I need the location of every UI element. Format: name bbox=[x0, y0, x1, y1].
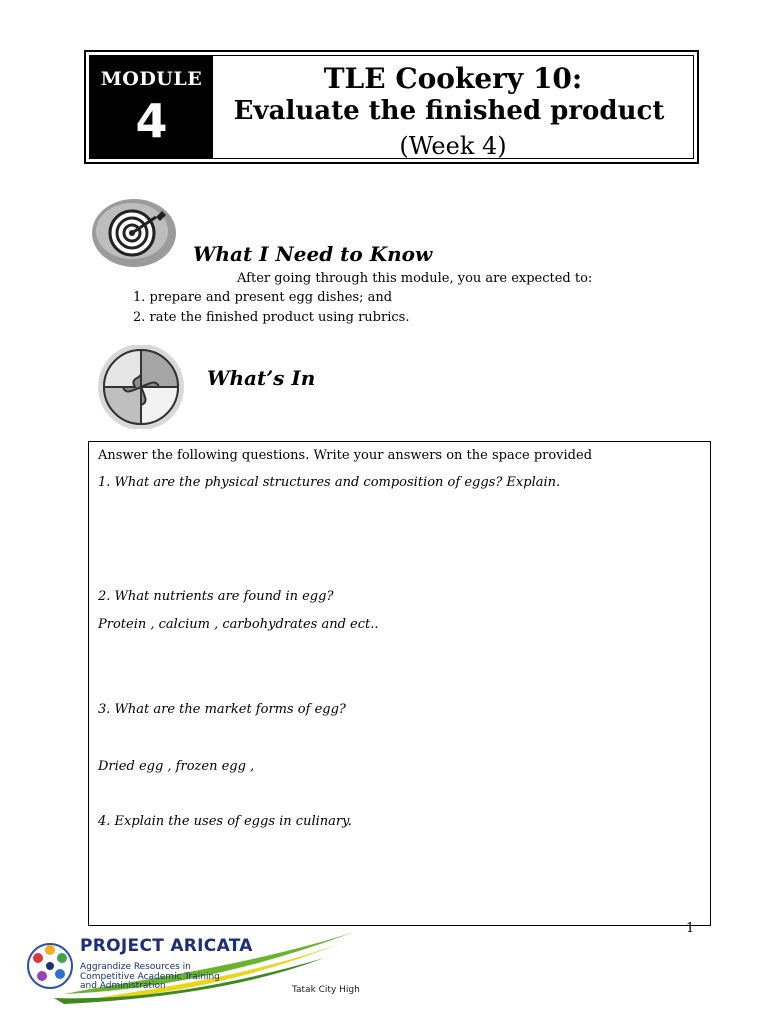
questions-box bbox=[88, 441, 711, 926]
question-2: 2. What nutrients are found in egg? bbox=[98, 589, 334, 604]
whats-in-heading: What’s In bbox=[207, 366, 316, 390]
question-1: 1. What are the physical structures and composition of eggs? Explain. bbox=[98, 475, 561, 490]
list-item: 2. rate the finished product using rubrics. bbox=[133, 310, 410, 325]
answer-2[interactable]: Protein , calcium , carbohydrates and ect.. bbox=[98, 617, 379, 632]
course-title: TLE Cookery 10: bbox=[323, 62, 583, 95]
project-title: PROJECT ARICATA bbox=[80, 936, 253, 956]
questions-instruction: Answer the following questions. Write your answers on the space provided bbox=[98, 448, 593, 463]
module-label: MODULE bbox=[100, 68, 203, 90]
project-logo bbox=[24, 928, 364, 1006]
objectives-list bbox=[133, 290, 409, 330]
project-line-3: and Administration bbox=[80, 981, 166, 991]
project-line-1: Aggrandize Resources in bbox=[80, 962, 191, 972]
page-number: 1 bbox=[686, 921, 695, 936]
project-line-2: Competitive Academic Training bbox=[80, 972, 220, 982]
target-icon bbox=[92, 197, 180, 269]
school-name: Tatak City High bbox=[292, 985, 360, 995]
question-3: 3. What are the market forms of egg? bbox=[98, 702, 346, 717]
what-i-need-heading: What I Need to Know bbox=[193, 242, 433, 266]
puzzle-icon bbox=[97, 345, 185, 429]
lesson-title: Evaluate the finished product bbox=[233, 96, 665, 126]
module-header bbox=[84, 50, 699, 164]
module-header-inner bbox=[89, 55, 694, 159]
week-label: (Week 4) bbox=[399, 132, 507, 160]
module-number: 4 bbox=[135, 94, 168, 148]
module-badge bbox=[90, 56, 213, 158]
list-item: 1. prepare and present egg dishes; and bbox=[133, 290, 393, 305]
objectives-intro: After going through this module, you are expected to: bbox=[237, 271, 593, 286]
question-4: 4. Explain the uses of eggs in culinary. bbox=[98, 814, 352, 829]
answer-3[interactable]: Dried egg , frozen egg , bbox=[98, 759, 255, 774]
title-block bbox=[213, 56, 693, 158]
